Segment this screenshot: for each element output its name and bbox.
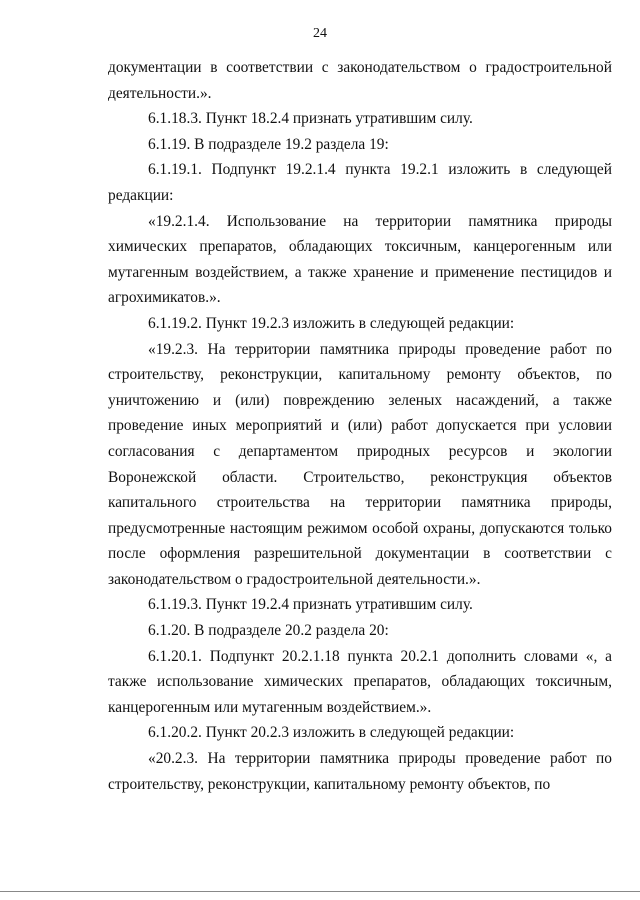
paragraph: «19.2.3. На территории памятника природы проведение работ по строительству, реконструкции, капитальному ремонту объектов, по уничтожению и (или) повреждению зеленых насаждений, а также проведение иных мероприятий и (или) работ допускается при условии согласования с департаментом природных ресурсов и экологии Воронежской области. Строительство, реконструкция объектов капитального строительства на территории памятника природы, предусмотренные настоящим режимом особой охраны, допускаются только после оформления разрешительной документации в соответствии с законодательством о градостроительной деятельности.».: [108, 340, 612, 588]
paragraph: документации в соответствии с законодательством о градостроительной деятельности.».: [108, 59, 612, 102]
paragraph: 6.1.19.2. Пункт 19.2.3 изложить в следующей редакции:: [148, 314, 515, 332]
paragraph: 6.1.18.3. Пункт 18.2.4 признать утратившим силу.: [148, 110, 473, 128]
paragraph: 6.1.19. В подразделе 19.2 раздела 19:: [148, 135, 389, 153]
paragraph: 6.1.19.1. Подпункт 19.2.1.4 пункта 19.2.1 изложить в следующей редакции:: [108, 161, 612, 204]
paragraph: 6.1.19.3. Пункт 19.2.4 признать утратившим силу.: [148, 596, 473, 614]
paragraph: 6.1.20.2. Пункт 20.2.3 изложить в следующей редакции:: [148, 724, 515, 742]
paragraph: «19.2.1.4. Использование на территории памятника природы химических препаратов, обладающих токсичным, канцерогенным или мутагенным воздействием, а также хранение и применение пестицидов и агрохимикатов.».: [108, 212, 612, 307]
paragraph: «20.2.3. На территории памятника природы проведение работ по строительству, реконструкции, капитальному ремонту объектов, по: [108, 750, 612, 793]
paragraph: 6.1.20.1. Подпункт 20.2.1.18 пункта 20.2.1 дополнить словами «, а также использование химических препаратов, обладающих токсичным, канцерогенным или мутагенным воздействием.».: [108, 647, 612, 716]
page-bottom-rule: [0, 891, 640, 892]
page-number: 24: [313, 26, 327, 41]
paragraph: 6.1.20. В подразделе 20.2 раздела 20:: [148, 622, 389, 640]
document-body: [108, 55, 612, 797]
